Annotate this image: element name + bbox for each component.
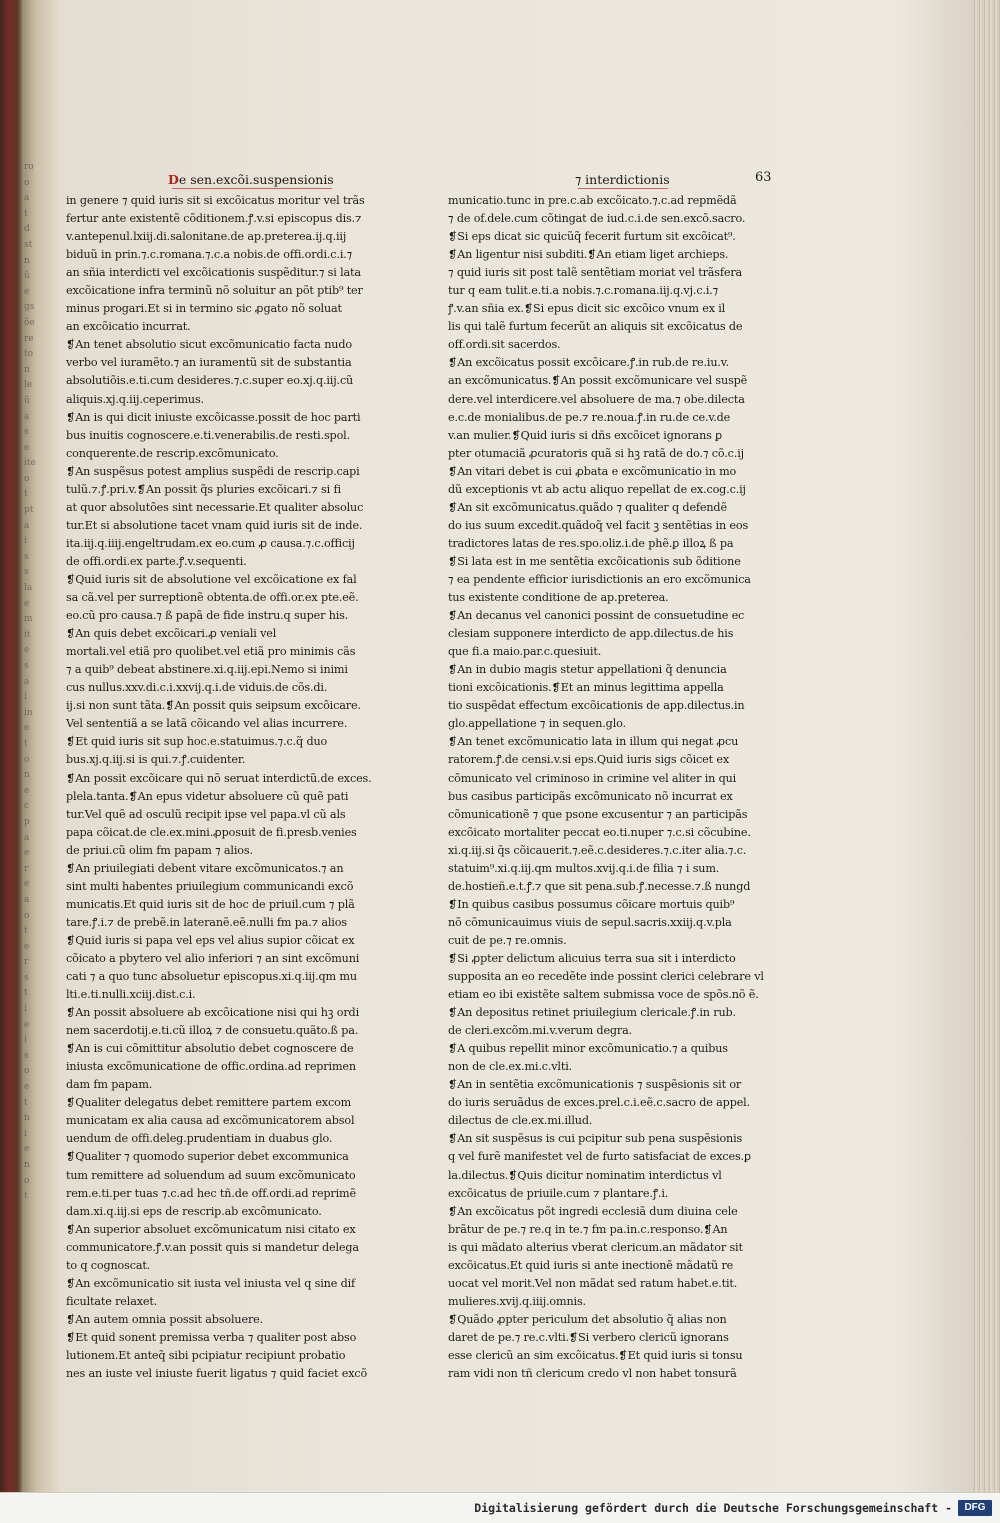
text-line: ❡An suspẽsus potest amplius suspẽdi de rescrip.capi xyxy=(66,464,360,478)
text-line: sa cã.vel per surreptionẽ obtenta.de offi.or.ex pte.eẽ. xyxy=(66,591,359,605)
text-line: dilectus de cle.ex.mi.illud. xyxy=(448,1114,593,1128)
facing-page-glyph: t xyxy=(24,1191,28,1202)
facing-page-glyph: a xyxy=(24,832,30,843)
text-line: excõicatus.Et quid iuris si ante inectionẽ mãdatũ re xyxy=(448,1258,734,1272)
text-line: supposita an eo recedẽte inde possint clerici celebrare vl xyxy=(448,970,764,984)
text-line: biduũ in prin.⁊.c.romana.⁊.c.a nobis.de offi.ordi.c.i.⁊ xyxy=(66,248,353,262)
text-line: ⁊ a quib⁹ debeat abstinere.xi.q.iij.epi.Nemo si inimi xyxy=(66,663,348,677)
book-binding xyxy=(0,0,22,1492)
text-line: eo.cũ pro causa.⁊ ß papã de fide instru.q super his. xyxy=(66,609,349,623)
text-line: ❡Quid iuris sit de absolutione vel excõicatione ex fal xyxy=(66,572,357,586)
text-line: uocat vel morit.Vel non mãdat sed ratum habet.e.tit. xyxy=(448,1276,738,1290)
text-line: papa cõicat.de cle.ex.mini.ꝓposuit de fi.presb.venies xyxy=(66,825,357,839)
facing-page-glyph: e xyxy=(24,286,30,297)
footer-bar xyxy=(0,1492,1000,1523)
text-line: ficultate relaxet. xyxy=(66,1294,158,1308)
facing-page-glyph: re xyxy=(24,333,34,344)
text-line: tur q eam tulit.e.ti.a nobis.⁊.c.romana.iij.q.vj.c.i.⁊ xyxy=(448,284,719,298)
facing-page-glyph: ite xyxy=(24,458,36,469)
text-line: excõicato mortaliter peccat eo.ti.nuper ⁊.c.si cõcubine. xyxy=(448,825,751,839)
text-line: ❡Si eps dicat sic quicũq̃ fecerit furtum sit excõicat⁹. xyxy=(448,230,736,244)
text-line: an sñia interdicti vel excõicationis suspẽditur.⁊ si lata xyxy=(66,266,361,280)
text-line: an excõmunicatus.❡An possit excõmunicare vel suspẽ xyxy=(448,374,748,388)
facing-page-glyph: c xyxy=(24,801,30,812)
text-line: ❡An excõmunicatio sit iusta vel iniusta vel q sine dif xyxy=(66,1276,356,1290)
text-line: nes an iuste vel iniuste fuerit ligatus ⁊ quid faciet excõ xyxy=(66,1367,368,1381)
text-column-right xyxy=(448,192,778,1383)
text-line: cõmunicato vel criminoso in crimine vel aliter in qui xyxy=(448,771,737,785)
text-line: cati ⁊ a quo tunc absoluetur episcopus.xi.q.iij.qm mu xyxy=(66,970,357,984)
facing-page-glyph: a xyxy=(24,894,30,905)
text-line: ❡An superior absoluet excõmunicatum nisi citato ex xyxy=(66,1222,356,1236)
text-line: ❡Et quid iuris sit sup hoc.e.statuimus.⁊.c.q̃ duo xyxy=(66,735,328,749)
facing-page-glyph: e xyxy=(24,442,30,453)
text-line: to q cognoscat. xyxy=(66,1258,151,1272)
facing-page-glyph: le xyxy=(24,380,33,391)
facing-page-glyph: a xyxy=(24,411,30,422)
text-line: conquerente.de rescrip.excõmunicato. xyxy=(66,446,279,460)
text-line: ❡Quid iuris si papa vel eps vel alius supior cõicat ex xyxy=(66,933,355,947)
facing-page-glyph: t xyxy=(24,988,28,999)
text-line: ram vidi non tñ clericum credo vl non habet tonsurã xyxy=(448,1367,737,1381)
text-line: ⁊ quid iuris sit post talẽ sentẽtiam moriat vel trãsfera xyxy=(448,266,743,280)
text-line: bus casibus participãs excõmunicato nõ incurrat ex xyxy=(448,789,733,803)
text-line: do ius suum excedit.quãdoq̃ vel facit ꝫ sentẽtias in eos xyxy=(448,518,749,532)
text-line: v.an mulier.❡Quid iuris si dñs excõicet ignorans ꝑ xyxy=(448,428,723,442)
text-line: dũ exceptionis vt ab actu aliquo repellat de ex.cog.c.ij xyxy=(448,482,746,496)
text-line: ❡An depositus retinet priuilegium clericale.ꝭ.in rub. xyxy=(448,1006,736,1020)
text-line: tio suspẽdat effectum excõicationis de app.dilectus.in xyxy=(448,699,745,713)
text-line: nem sacerdotij.e.ti.cũ illoꝝ ⁊ de consuetu.quãto.ß pa. xyxy=(66,1024,359,1038)
facing-page-glyph: t xyxy=(24,489,28,500)
facing-page-glyph: o xyxy=(24,177,30,188)
facing-page-glyph: pt xyxy=(24,505,34,516)
text-line: ❡An in dubio magis stetur appellationi q̃ denuncia xyxy=(448,663,727,677)
text-line: communicatore.ꝭ.v.an possit quis si mandetur delega xyxy=(66,1240,359,1254)
text-line: esse clericũ an sim excõicatus.❡Et quid iuris si tonsu xyxy=(448,1349,743,1362)
facing-page-glyph: a xyxy=(24,520,30,531)
text-line: de cleri.excõm.mi.v.verum degra. xyxy=(448,1024,633,1038)
facing-page-glyph: to xyxy=(24,349,34,360)
text-line: statuim⁹.xi.q.iij.qm multos.xvij.q.i.de filia ⁊ i sum. xyxy=(448,861,720,875)
facing-page-glyph: gs xyxy=(24,302,35,313)
text-line: off.ordi.sit sacerdos. xyxy=(448,338,561,352)
header-right-title: ⁊ interdictionis xyxy=(575,172,670,187)
facing-page-glyph: s xyxy=(24,427,29,438)
facing-page-glyph: s xyxy=(24,972,29,983)
facing-page-glyph: ũ xyxy=(24,395,30,406)
text-line: aliquis.xj.q.iij.ceperimus. xyxy=(66,392,204,406)
facing-page-glyph: i xyxy=(24,536,27,547)
facing-page-glyph: n xyxy=(24,1113,30,1124)
text-line: ⁊ ea pendente efficior iurisdictionis an ero excõmunica xyxy=(448,572,751,586)
text-line: cõicato a pbytero vel alio inferiori ⁊ an sint excõmuni xyxy=(66,951,360,965)
facing-page-glyph: e xyxy=(24,941,30,952)
text-line: ❡An possit absoluere ab excõicatione nisi qui hꝫ ordi xyxy=(66,1006,359,1020)
text-line: ꝭ.v.an sñia ex.❡Si epus dicit sic excõico vnum ex il xyxy=(448,302,726,316)
facing-page-glyph: t xyxy=(24,926,28,937)
facing-page-glyph: o xyxy=(24,1066,30,1077)
text-line: tradictores latas de res.spo.oliz.i.de phẽ.ꝑ illoꝝ ß pa xyxy=(448,536,734,550)
text-line: que fi.a maio.par.c.quesiuit. xyxy=(448,645,602,659)
facing-page-glyph: o xyxy=(24,473,30,484)
facing-page-glyph: in xyxy=(24,707,33,718)
facing-page-glyph: e xyxy=(24,1019,30,1030)
page-edges xyxy=(972,0,1000,1492)
text-line: ❡An ligentur nisi subditi.❡An etiam liget archieps. xyxy=(448,248,729,262)
facing-page-glyph: p xyxy=(24,816,30,827)
facing-page-glyph: s xyxy=(24,1050,29,1061)
text-line: de priui.cũ olim fm papam ⁊ alios. xyxy=(66,843,253,857)
text-line: de offi.ordi.ex parte.ꝭ.v.sequenti. xyxy=(66,554,247,568)
text-line: tulũ.⁊.ꝭ.pri.v.❡An possit q̃s pluries excõicari.⁊ si fi xyxy=(66,482,341,496)
text-line: tur.Vel quẽ ad osculũ recipit ipse vel papa.vl cũ als xyxy=(66,807,346,821)
text-line: ❡An excõicatus possit excõicare.ꝭ.in rub.de re.iu.v. xyxy=(448,356,730,370)
facing-page-glyph: r xyxy=(24,863,29,874)
facing-page-glyph: e xyxy=(24,879,30,890)
text-line: etiam eo ibi existẽte saltem submissa voce de spõs.nõ ẽ. xyxy=(448,988,759,1002)
text-line: tus existente conditione de ap.preterea. xyxy=(448,591,669,605)
funding-credit: Digitalisierung gefördert durch die Deutsche Forschungsgemeinschaft - xyxy=(474,1501,952,1515)
facing-page-fragment xyxy=(24,160,42,1220)
facing-page-glyph: õe xyxy=(24,317,35,328)
text-line: ita.iij.q.iiij.engeltrudam.ex eo.cum ꝓ causa.⁊.c.officij xyxy=(66,536,355,550)
text-line: is qui mãdato alterius vberat clericum.an mãdator sit xyxy=(448,1240,743,1254)
facing-page-glyph: a xyxy=(24,676,30,687)
text-line: fertur ante existentẽ cõditionem.ꝭ.v.si episcopus dis.⁊ xyxy=(66,212,362,226)
text-line: Vel sententiã a se latã cõicando vel alias incurrere. xyxy=(66,717,348,731)
facing-page-glyph: n xyxy=(24,364,30,375)
text-line: xi.q.iij.si q̃s cõicauerit.⁊.eẽ.c.desideres.⁊.c.iter alia.⁊.c. xyxy=(448,843,747,857)
text-line: lutionem.Et anteq̃ sibi pcipiatur recipiunt probatio xyxy=(66,1349,346,1362)
text-line: glo.appellatione ⁊ in sequen.glo. xyxy=(448,717,626,731)
text-line: tum remittere ad soluendum ad suum excõmunicato xyxy=(66,1168,356,1182)
text-line: ❡An priuilegiati debent vitare excõmunicatos.⁊ an xyxy=(66,861,344,875)
facing-page-glyph: n xyxy=(24,255,30,266)
text-line: ❡A quibus repellit minor excõmunicatio.⁊ a quibus xyxy=(448,1042,728,1056)
facing-page-glyph: r xyxy=(24,957,29,968)
text-line: do iuris seruãdus de exces.prel.c.i.eẽ.c.sacro de appel. xyxy=(448,1096,751,1110)
text-line: ❡Si ꝓpter delictum alicuius terra sua sit i interdicto xyxy=(448,951,736,965)
text-line: bus.xj.q.iij.si is qui.⁊.ꝭ.cuidenter. xyxy=(66,753,246,767)
text-line: excõicatione infra terminũ nõ soluitur an põt ptib⁹ ter xyxy=(66,284,363,298)
text-line: bus inuitis cognoscere.e.ti.venerabilis.de resti.spol. xyxy=(66,428,350,442)
facing-page-glyph: i xyxy=(24,1128,27,1139)
text-line: la.dilectus.❡Quis dicitur nominatim interdictus vl xyxy=(448,1168,722,1182)
facing-page-glyph: o xyxy=(24,1175,30,1186)
facing-page-glyph: o xyxy=(24,754,30,765)
text-line: tur.Et si absolutione tacet vnam quid iuris sit de inde. xyxy=(66,518,363,532)
text-line: ❡An possit excõicare qui nõ seruat interdictũ.de exces. xyxy=(66,771,372,785)
text-column-left xyxy=(66,192,396,1383)
text-line: ❡An in sentẽtia excõmunicationis ⁊ suspẽsionis sit or xyxy=(448,1078,742,1092)
facing-page-glyph: e xyxy=(24,785,30,796)
text-line: lti.e.ti.nulli.xciij.dist.c.i. xyxy=(66,988,196,1002)
text-line: dam fm papam. xyxy=(66,1078,153,1092)
facing-page-glyph: it xyxy=(24,629,31,640)
text-line: plela.tanta.❡An epus videtur absoluere cũ quẽ pati xyxy=(66,789,349,803)
facing-page-glyph: e xyxy=(24,848,30,859)
text-line: ratorem.ꝭ.de censi.v.si eps.Quid iuris sigs cõicet ex xyxy=(448,753,730,767)
facing-page-glyph: e xyxy=(24,1082,30,1093)
facing-page-glyph: d xyxy=(24,224,30,235)
text-line: mortali.vel etiã pro quolibet.vel etiã pro minimis cãs xyxy=(66,645,356,659)
facing-page-glyph: n xyxy=(24,1160,30,1170)
text-line: ❡An tenet excõmunicatio lata in illum qui negat ꝓcu xyxy=(448,735,739,749)
text-line: ❡Quãdo ꝓpter periculum det absolutio q̃ alias non xyxy=(448,1312,727,1326)
facing-page-glyph: e xyxy=(24,645,30,656)
text-line: excõicatus de priuile.cum ⁊ plantare.ꝭ.i. xyxy=(448,1186,669,1200)
text-line: ❡An tenet absolutio sicut excõmunicatio facta nudo xyxy=(66,338,352,352)
text-line: in genere ⁊ quid iuris sit si excõicatus moritur vel trãs xyxy=(66,194,365,207)
text-line: cõmunicationẽ ⁊ que psone excusentur ⁊ an participãs xyxy=(448,807,748,821)
text-line: tioni excõicationis.❡Et an minus legittima appella xyxy=(448,681,724,695)
facing-page-glyph: e xyxy=(24,1144,30,1155)
text-line: brãtur de pe.⁊ re.q in te.⁊ fm pa.in.c.responso.❡An xyxy=(448,1222,728,1236)
text-line: sint multi habentes priuilegium communicandi excõ xyxy=(66,879,354,893)
dfg-logo: DFG xyxy=(958,1500,992,1516)
text-line: pter otumaciã ꝓcuratoris quã si hꝫ ratã de do.⁊ cõ.c.ij xyxy=(448,446,744,460)
text-line: dam.xi.q.iij.si eps de rescrip.ab excõmunicato. xyxy=(66,1204,322,1218)
text-line: ❡Si lata est in me sentẽtia excõicationis sub õditione xyxy=(448,554,741,568)
facing-page-glyph: ro xyxy=(24,162,34,172)
running-header xyxy=(130,172,810,192)
text-line: iniusta excõmunicatione de offic.ordina.ad reprimen xyxy=(66,1060,356,1074)
facing-page-glyph: s xyxy=(24,661,29,671)
facing-page-glyph: t xyxy=(24,208,28,219)
text-line: ❡An quis debet excõicari.ꝓ veniali vel xyxy=(66,627,277,641)
text-line: non de cle.ex.mi.c.vlti. xyxy=(448,1060,573,1074)
text-line: municatio.tunc in pre.c.ab excõicato.⁊.c.ad repmẽdã xyxy=(448,194,737,207)
text-line: v.antepenul.lxiij.di.salonitane.de ap.preterea.ij.q.iij xyxy=(66,230,347,244)
text-line: rem.e.ti.per tuas ⁊.c.ad hec tñ.de off.ordi.ad reprimẽ xyxy=(66,1186,356,1200)
facing-page-glyph: o xyxy=(24,910,30,921)
text-line: q vel furẽ manifestet vel de furto satisfaciat de exces.ꝑ xyxy=(448,1150,751,1164)
text-line: minus progari.Et si in termino sic ꝓgato nõ soluat xyxy=(66,302,342,316)
text-line: de.hostieñ.e.t.ꝭ.⁊ que sit pena.sub.ꝭ.necesse.⁊.ß nungd xyxy=(448,879,751,893)
facing-page-glyph: s xyxy=(24,551,29,562)
text-line: ⁊ de of.dele.cum cõtingat de iud.c.i.de sen.excõ.sacro. xyxy=(448,212,746,226)
text-line: ❡Qualiter delegatus debet remittere partem excom xyxy=(66,1096,352,1110)
text-line: ❡An is qui dicit iniuste excõicasse.possit de hoc parti xyxy=(66,410,361,424)
text-line: at quor absolutões sint necessarie.Et qualiter absoluc xyxy=(66,500,364,514)
facing-page-glyph: m xyxy=(24,614,33,625)
rubricated-initial: D xyxy=(168,172,179,187)
header-rule-right xyxy=(578,188,668,189)
text-line: cuit de pe.⁊ re.omnis. xyxy=(448,933,567,947)
text-line: municatis.Et quid iuris sit de hoc de priuil.cum ⁊ plã xyxy=(66,897,355,911)
text-line: lis qui talẽ furtum fecerũt an aliquis sit excõicatus de xyxy=(448,320,743,334)
facing-page-glyph: s xyxy=(24,567,29,578)
facing-page-glyph: ũ xyxy=(24,271,30,282)
text-line: e.c.de monialibus.de pe.⁊ re.noua.ꝭ.in ru.de ce.v.de xyxy=(448,410,731,424)
header-left xyxy=(168,172,334,187)
text-line: daret de pe.⁊ re.c.vlti.❡Si verbero clericũ ignorans xyxy=(448,1330,729,1344)
text-line: tare.ꝭ.i.⁊ de prebẽ.in lateranẽ.eẽ.nulli fm pa.⁊ alios xyxy=(66,915,347,929)
header-rule-left xyxy=(172,188,332,189)
text-line: ❡An excõicatus põt ingredi ecclesiã dum diuina cele xyxy=(448,1204,738,1218)
folio-number: 63 xyxy=(755,170,772,185)
text-line: ij.si non sunt tãta.❡An possit quis seipsum excõicare. xyxy=(66,699,361,713)
facing-page-glyph: e xyxy=(24,723,30,734)
header-left-title: e sen.excõi.suspensionis xyxy=(178,172,334,187)
facing-page-glyph: t xyxy=(24,1097,28,1108)
facing-page-glyph: la xyxy=(24,583,33,594)
text-line: municatam ex alia causa ad excõmunicatorem absol xyxy=(66,1114,355,1128)
text-line: ❡An sit suspẽsus is cui pcipitur sub pena suspẽsionis xyxy=(448,1132,743,1146)
text-line: ❡An vitari debet is cui ꝓbata e excõmunicatio in mo xyxy=(448,464,737,478)
text-line: ❡Qualiter ⁊ quomodo superior debet excommunica xyxy=(66,1150,349,1164)
facing-page-glyph: i xyxy=(24,1035,27,1046)
text-line: ❡In quibus casibus possumus cõicare mortuis quib⁹ xyxy=(448,897,735,911)
facing-page-glyph: n xyxy=(24,770,30,781)
text-line: dere.vel interdicere.vel absoluere de ma.⁊ obe.dilecta xyxy=(448,392,745,406)
text-line: ❡An decanus vel canonici possint de consuetudine ec xyxy=(448,609,745,623)
text-line: uendum de offi.deleg.prudentiam in duabus glo. xyxy=(66,1132,333,1146)
facing-page-glyph: st xyxy=(24,239,33,250)
text-line: an excõicatio incurrat. xyxy=(66,320,191,334)
facing-page-glyph: a xyxy=(24,193,30,204)
facing-page-glyph: i xyxy=(24,692,27,703)
text-line: ❡An sit excõmunicatus.quãdo ⁊ qualiter q defendẽ xyxy=(448,500,727,514)
text-line: ❡An is cui cõmittitur absolutio debet cognoscere de xyxy=(66,1042,354,1056)
text-line: ❡An autem omnia possit absoluere. xyxy=(66,1312,264,1326)
facing-page-glyph: i xyxy=(24,1004,27,1015)
text-line: mulieres.xvij.q.iiij.omnis. xyxy=(448,1294,586,1308)
text-line: nõ cõmunicauimus viuis de sepul.sacris.xxiij.q.v.pla xyxy=(448,915,732,929)
text-line: absolutiõis.e.ti.cum desideres.⁊.c.super eo.xj.q.iij.cũ xyxy=(66,374,354,388)
facing-page-glyph: t xyxy=(24,738,28,749)
text-line: verbo vel iuramẽto.⁊ an iuramentũ sit de substantia xyxy=(66,356,352,370)
text-line: cus nullus.xxv.di.c.i.xxvij.q.i.de viduis.de cõs.di. xyxy=(66,681,328,695)
facing-page-glyph: e xyxy=(24,598,30,609)
text-line: ❡Et quid sonent premissa verba ⁊ qualiter post abso xyxy=(66,1330,357,1344)
text-line: clesiam supponere interdicto de app.dilectus.de his xyxy=(448,627,734,641)
